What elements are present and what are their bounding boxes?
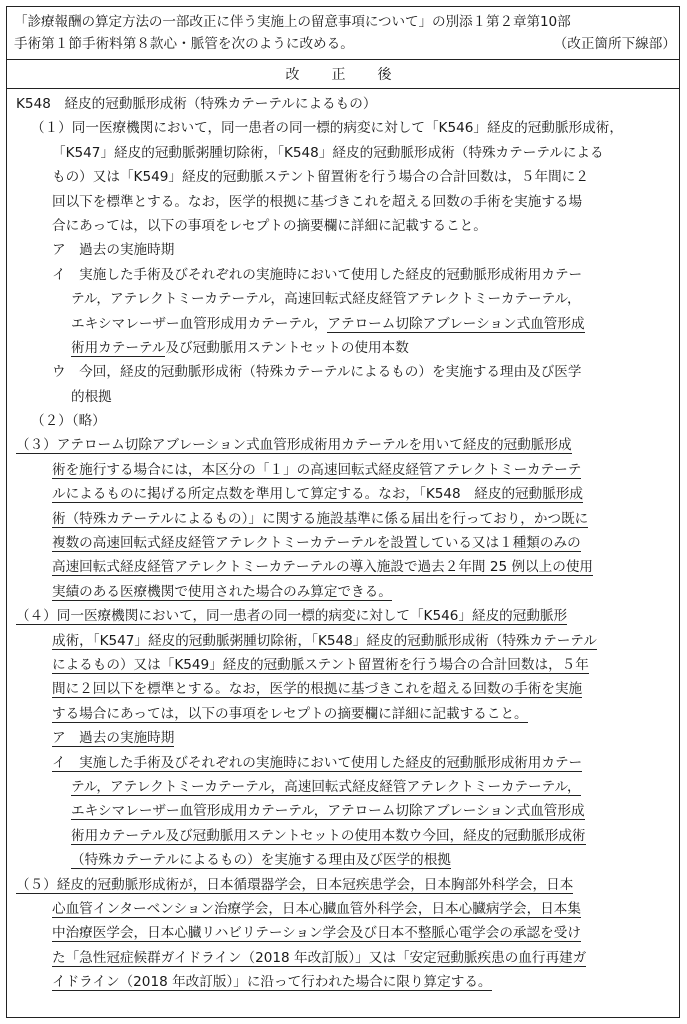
list-item: （１）同一医療機関において，同一患者の同一標的病変に対して「K546」経皮的冠動脈形成術， (31, 120, 623, 137)
item-marker: （１） (31, 120, 72, 137)
item-marker: （５） (16, 876, 57, 893)
divider (6, 88, 680, 89)
item-marker: （３） (16, 437, 57, 454)
intro-line-1: 「診療報酬の算定方法の一部改正に伴う実施上の留意事項について」の別添１第２章第10部 (14, 14, 571, 30)
sub-item: ア 過去の実施時期 (52, 242, 175, 259)
revision-note: （改正箇所下線部） (553, 36, 676, 52)
section-title: K548 経皮的冠動脈形成術（特殊カテーテルによるもの） (16, 96, 377, 112)
list-item: （２）（略） (31, 413, 106, 430)
sub-item: イ 実施した手術及びそれぞれの実施時において使用した経皮的冠動脈形成術用カテー (52, 754, 583, 771)
sub-item: ウ 今回，経皮的冠動脈形成術（特殊カテーテルによるもの）を実施する理由及び医学 (52, 364, 582, 381)
underlined-text: アテローム切除アブレーション式血管形成 (327, 315, 585, 332)
column-heading: 改 正 後 (285, 67, 401, 83)
intro-line-2: 手術第１節手術料第８款心・脈管を次のように改める。 (14, 36, 354, 52)
sub-item: イ 実施した手術及びそれぞれの実施時において使用した経皮的冠動脈形成術用カテー (52, 266, 583, 283)
item-marker: （４） (16, 608, 57, 625)
list-item: （５）経皮的冠動脈形成術が，日本循環器学会，日本冠疾患学会，日本胸部外科学会，日本 (16, 876, 574, 893)
intro-text (14, 11, 676, 55)
underlined-text: 術用カテーテル (71, 339, 166, 356)
sub-item: ア 過去の実施時期 (52, 730, 175, 747)
list-item: （４）同一医療機関において，同一患者の同一標的病変に対して「K546」経皮的冠動脈形 (16, 608, 568, 625)
list-item: （３）アテローム切除アブレーション式血管形成術用カテーテルを用いて経皮的冠動脈形成 (16, 437, 572, 454)
divider (6, 59, 680, 60)
item-marker: （２） (31, 413, 72, 430)
document-body: K548 経皮的冠動脈形成術（特殊カテーテルによるもの） （１）同一医療機関において，同一患者の同一標的病変に対して「K546」経皮的冠動脈形成術， 「K547」経皮的冠動脈粥腫切除術，「K548」経皮的冠動脈形成術（特殊カテーテルによる もの）又は「K549」経皮的冠動脈ステント留置術を行う場合の合計回数は，５年間に２ 回以下を標準とする。なお，医学的根拠に基づきこれを超える回数の手術を実施する場 合にあっては，以下の事項をレセプトの摘要欄に詳細に記載すること。 ア 過去の実施時期 イ 実施した手術及びそれぞれの実施時において使用した経皮的冠動脈形成術用カテー テル，アテレクトミーカテーテル，高速回転式経皮経管アテレクトミーカテーテル， エキシマレーザー血管形成用カテーテル，アテローム切除アブレーション式血管形成 術用カテーテル及び冠動脈用ステントセットの使用本数 ウ 今回，経皮的冠動脈形成術（特殊カテーテルによるもの）を実施する理由及び医学 的根拠 （２）（略） （３）アテローム切除アブレーション式血管形成術用カテーテルを用いて経皮的冠動脈形成 術を施行する場合には，本区分の「１」の高速回転式経皮経管アテレクトミーカテーテ ルによるものに掲げる所定点数を準用して算定する。なお，「K548 経皮的冠動脈形成 術（特殊カテーテルによるもの）」に関する施設基準に係る届出を行っており，かつ既に 複数の高速回転式経皮経管アテレクトミーカテーテルを設置している又は１種類のみの 高速回転式経皮経管アテレクトミーカテーテルの導入施設で過去２年間 25 例以上の使用 実績のある医療機関で使用された場合のみ算定できる。 （４）同一医療機関において，同一患者の同一標的病変に対して「K546」経皮的冠動脈形 成術，「K547」経皮的冠動脈粥腫切除術，「K548」経皮的冠動脈形成術（特殊カテーテル によるもの）又は「K549」経皮的冠動脈ステント留置術を行う場合の合計回数は，５年 間に２回以下を標準とする。なお，医学的根拠に基づきこれを超える回数の手術を実施 する場合にあっては，以下の事項をレセプトの摘要欄に詳細に記載すること。 ア 過去の実施時期 イ 実施した手術及びそれぞれの実施時において使用した経皮的冠動脈形成術用カテー テル，アテレクトミーカテーテル，高速回転式経皮経管アテレクトミーカテーテル， エキシマレーザー血管形成用カテーテル，アテローム切除アブレーション式血管形成 術用カテーテル及び冠動脈用ステントセットの使用本数ウ今回，経皮的冠動脈形成術 （特殊カテーテルによるもの）を実施する理由及び医学的根拠 （５）経皮的冠動脈形成術が，日本循環器学会，日本冠疾患学会，日本胸部外科学会，日本 心血管インターベンション治療学会，日本心臓血管外科学会，日本心臓病学会，日本集 中治療医学会，日本心臓リハビリテーション学会及び日本不整脈心電学会の承認を受け た「急性冠症候群ガイドライン（2018 年改訂版）」又は「安定冠動脈疾患の血行再建ガ イドライン（2018 年改訂版）」に沿って行われた場合に限り算定する。 (16, 92, 672, 994)
